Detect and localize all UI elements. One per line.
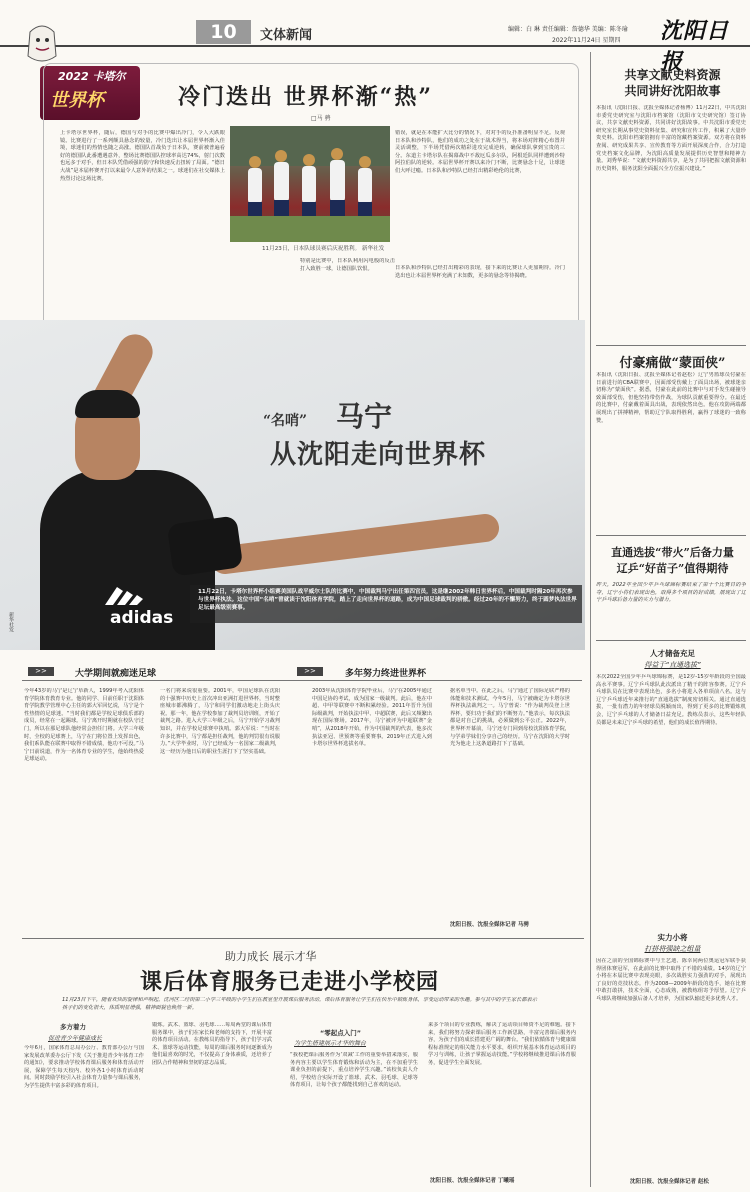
page-number: 10 xyxy=(196,20,251,44)
article3-signature: 沈阳日报、沈报全媒体记者 丁曦瑶 xyxy=(430,1178,515,1184)
right-story4-subhead: 实力小将 xyxy=(657,933,688,942)
right-rule xyxy=(596,535,746,536)
article2-title: 从沈阳走向世界杯 xyxy=(270,440,487,470)
article2-column: 一名门将来说很重要。2001年，中国足球队在沈阳的十强赛中历史上首次冲出亚洲打进世界杯，当时整座城市都沸腾了，马宁和同学们激动地走上街头庆祝。那一年，他在学校参加了裁判员培训班，开始了裁判之路。进入大学三年级之后，马宁开始学习裁判知识，并在学校足球赛中执哨。郭大军说：“当时在许多比赛中，马宁都是担任裁判，他的判罚很有说服力。”大学毕业时，马宁已经成为一名国家二级裁判，这一经历为他日后的职业生涯打下了坚实基础。 xyxy=(160,688,280,755)
badge-top-text: 2022 卡塔尔 xyxy=(58,70,126,83)
referee-hair xyxy=(75,390,140,418)
article3-column: “我校把课后服务作为‘双减’工作的重要举措来落实，服务内容主要以学生体育锻炼和活动为主，在不加重学生课业负担的前提下，重点培养学生兴趣。”该校负责人介绍，学校结合实际开设了篮球、武术、羽毛球、足球等体育项目，让每个孩子都能找到自己喜欢的运动。 xyxy=(290,1052,418,1089)
column-divider xyxy=(590,52,591,1187)
right-story4-subhead-detail: 打拼将强缺之组量 xyxy=(644,945,701,953)
paper-logo: 沈阳日报 xyxy=(660,18,730,75)
article1-photo-caption: 11月23日，日本队球员赛后庆祝胜利。 新华社发 xyxy=(262,246,385,252)
right-story3-subhead-detail: 得益于“直通选拔” xyxy=(644,661,701,669)
article1-title: 冷门迭出 世界杯渐“热” xyxy=(178,84,433,110)
article3-lead: 11月23日下午，随着欢快的旋律和声响起，沈河区二经街第二小学三年级的小学生们在教室里开展课后服务活动。课后体育服务让学生们在快乐中锻炼身体，享受运动带来的乐趣。参与其中的学生家长都表示孩子们的变化很大，体质明显增强，精神面貌也焕然一新。 xyxy=(62,997,537,1011)
article2-kicker: “名哨” xyxy=(263,413,308,429)
article3-subhead-detail: 促进青少年健康成长 xyxy=(48,1035,103,1042)
players-celebrating-image xyxy=(230,126,390,242)
mascot-icon xyxy=(22,22,62,68)
right-story3-lead: 昨天，2022年全国少年乒乓球锦标赛结束了第十个比赛日的争夺，辽宁小将们表现出色，取得多个项目的好成绩，展现出了辽宁乒乓球后备力量的实力与潜力。 xyxy=(596,582,746,604)
article3-rule xyxy=(22,938,584,939)
article1-column: 上卡塔尔世界杯，随后，德国与对手的比赛中爆出冷门，令人大跌眼镜。比赛进行了一系列颇具悬念的较量，冷门迭出让本届世界杯渐入佳境，球迷们的热情也随之高涨。德国队首战负于日本队，赛前被普遍看好的德国队此番遭遇意外，整场比赛德国队控球率高达74%，射门次数也远多于对手，但日本队凭借顽强的防守和快速反击扭转了局面。“德日大战”是本届杯赛开打以来最令人意外的结果之一。球迷们在社交媒体上热烈讨论这场比赛。 xyxy=(60,130,225,182)
right-story3-body: 本次2022全国少年乒乓球锦标赛，是12岁-15岁年龄段的全国最高水平赛事。辽宁乒乓球队此次派出了精干的阵容参赛。辽宁乒乓球队员在比赛中表现出色，多名小将进入各单项前八名。这与辽宁乒乓球近年来推行的“直通选拔”制度密切相关。通过直通选拔，一批有潜力的年轻球员脱颖而出，得到了更多的比赛锻炼机会，辽宁乒乓球的人才储备日益充足。教练员表示，这些年轻队员都是未来辽宁乒乓球的希望，他们的成长值得期待。 xyxy=(596,674,746,726)
article2-photo-caption: 11月22日，卡塔尔世界杯小组赛美国队战平威尔士队的比赛中，中国裁判马宁出任第四官员，这是继2002年韩日世界杯后，中国裁判时隔20年再次参与世界杯执法。这位中国“名哨”曾就读于沈阳体育学院，踏上了走向世界杯的道路，成为中国足球裁判的骄傲。经过20年的不懈努力，终于圆梦执法世界足坛最高级别赛事。 xyxy=(198,589,577,611)
adidas-logo-icon xyxy=(95,585,155,607)
right-story1-body: 本报讯（沈阳日报、沈报全媒体记者杨博）11月22日，中共沈阳市委党史研究室与沈阳市档案馆（沈阳市文史研究馆）签订协议，共享文献史料资源，共同讲好沈阳故事。中共沈阳市委党史研究室长期从事党史资料征集、研究和宣传工作，积累了大量珍贵史料。沈阳市档案馆拥有丰富的馆藏档案资源。双方将在资料查阅、研究成果共享、宣传教育等方面开展深度合作，合力打造党史档案文化品牌，为沈阳高质量发展提供历史智慧和精神力量。刘秀华说：“文献史料资源共享，是为了共同把握文献资源和历史资料，服务沈阳全面振兴全方位振兴建设。” xyxy=(596,105,746,172)
article3-column: 锻炼。武术、篮球、羽毛球……每周两堂的课后体育服务课中，孩子们在家长和老师的支持下，开展丰富的体育项目活动。在教练员的指导下，孩子们学习武术、篮球等运动技能，每周的课后服务时间逐渐成为他们最喜欢的时光，不仅提高了身体素质，还培养了团队合作精神和坚韧的意志品质。 xyxy=(152,1022,272,1066)
article2-signature: 沈阳日报、沈报全媒体记者 马骋 xyxy=(450,922,529,928)
article3-column: 来多个项目的专业教练，解决了运动项目师资不足的难题。接下来，我们将努力探索课后服务工作新思路，丰富完善课后服务内容，为孩子们的成长搭建更广阔的舞台。“我们依循体育与健康课程标准规定的相关能力水平要求，组织开展基本体育运动项目的学习与训练，让孩子掌握运动技能。”学校将继续推进课后体育服务，促进学生全面发展。 xyxy=(428,1022,576,1066)
badge-main-text: 世界杯 xyxy=(50,90,104,111)
right-story-signature: 沈阳日报、沈报全媒体记者 赵松 xyxy=(630,1179,709,1185)
article3-subhead-detail: 为学生搭建展示才华的舞台 xyxy=(294,1040,367,1047)
issue-date: 2022年11月24日 星期四 xyxy=(552,37,621,44)
masthead-rule xyxy=(0,45,750,47)
right-story3-subhead: 人才储备充足 xyxy=(650,649,695,658)
referee-sleeve xyxy=(167,515,244,576)
article3-subhead: “零起点入门” xyxy=(320,1029,362,1037)
article3-column: 今年6月，国家体育总局办公厅、教育部办公厅与国家发展改革委办公厅下发《关于推进青少年体育工作的通知》，要求推动学校体育课后服务和体育活动开展，保障学生每天校内、校外各1小时体育活动时间。同时鼓励学校引入社会体育力量参与课后服务，为学生提供丰富多彩的体育项目。 xyxy=(24,1045,144,1089)
subhead-rule xyxy=(22,680,582,681)
right-rule xyxy=(596,640,746,641)
article2-column: 2003年从沈阳体育学院毕业后，马宁在2005年通过中国足协的考试，成为国家一级裁判。此后，他在中超、中甲等联赛中不断积累经验。2011年晋升为国际级裁判，开始执法中甲、中超联赛，此后又频繁出现在国际赛场。2017年，马宁被评为中超联赛“金哨”，从2018年开始，作为中国裁判的代表，他多次执法亚冠、世预赛等重要赛事。2019年正式进入到卡塔尔世界杯选拔名单。 xyxy=(312,688,432,748)
subhead-marker: >> xyxy=(297,667,323,676)
article3-subhead: 多方着力 xyxy=(60,1023,86,1031)
article2-name: 马宁 xyxy=(336,400,393,433)
article3-kicker: 助力成长 展示才华 xyxy=(225,950,317,963)
right-story4-body: 因在之前的全国锦标赛中与王艺迪、陈幸同两位奥运冠军联手获得团体赛冠军，在此前的比赛中取得了不错的成绩。14岁的辽宁小将在本届比赛中表现亮眼，多次战胜实力强劲的对手，展现出了良好的竞技状态。作为2008—2009年龄段的选手，她在比赛中敢打敢拼，技术全面，心态成熟，被教练组寄予厚望。辽宁乒乓球队将继续加强后备人才培养，为国家队输送更多优秀人才。 xyxy=(596,958,746,1002)
article1-column: 特别是比赛中，日本队利用闪电般的反击打入致胜一球，让德国队饮恨。 xyxy=(300,258,395,272)
right-story3-subtitle: 辽乒“好苗子”值得期待 xyxy=(616,562,729,575)
right-story2-title: 付豪痛做“蒙面侠” xyxy=(619,356,726,371)
right-story1-title: 共享文献史料资源 xyxy=(624,68,721,82)
right-story1-subtitle: 共同讲好沈阳故事 xyxy=(624,84,721,98)
article1-author: □马 骋 xyxy=(311,115,331,122)
article1-column: 错误，就是在本能扩大比分的情况下，对对手的反扑准备明显不足。反观日本队和沙特队，他们的成功之处在于战术得当，将本场对阵精心布置并灵活调整，下半场凭借两次精彩进攻完成逆转，确保球队拿到宝贵的三分。东道主卡塔尔队在揭幕战中不敌厄瓜多尔队，阿根廷队同样遭到沙特阿拉伯队的逆转。本届世界杯开赛以来冷门不断，比赛悬念十足，让球迷们大呼过瘾。日本队和沙特队已经打出精彩绝伦的比赛， xyxy=(395,130,565,174)
article2-column: 据名单当中。在此之后，马宁通过了国际足联严格的体能和技术测试。今年5月，马宁被确定为卡塔尔世界杯执法裁判之一。马宁曾说：“作为裁判员登上世界杯，要归功于我们的不断努力。”他表示，每次执法都是对自己的挑战，必须做到公平公正。2022年，世界杯开幕前，马宁还专门回到母校沈阳体育学院，与学弟学妹们分享自己的经历。马宁在沈阳的大学时光为他走上这条道路打下了基础。 xyxy=(450,688,570,748)
editor-credits: 编辑：白 琳 责任编辑：詹德华 美编：陈冬瑜 xyxy=(508,26,628,33)
article1-photo xyxy=(230,126,390,242)
adidas-wordmark: adidas xyxy=(110,608,174,628)
article2-column: 今年43岁的马宁是辽宁阜新人，1999年考入沈阳体育学院体育教育专业。他的同学、目前任职于沈阳体育学院教学管理中心主任的郭大军回忆说，马宁是个性热情的足球迷。“当时我们都是学校足球俱乐部的成员，经常在一起踢球。马宁离开时期就在校队守过门，所以在那足球队他经常会担任门将。大学三年级时，全校的足球赛上，马宁在门将位置上发挥出色，我们系队能在联赛中取得不错成绩，他功不可没。”马宁日前说道，作为一名体育专业的学生，他始终热爱足球运动。 xyxy=(24,688,144,763)
article3-title: 课后体育服务已走进小学校园 xyxy=(140,969,440,995)
subhead-1: 大学期间就痴迷足球 xyxy=(75,669,157,679)
right-rule xyxy=(596,345,746,346)
section-name: 文体新闻 xyxy=(260,28,313,43)
photo-credit: 新华社发 xyxy=(8,612,14,632)
right-story2-body: 本报讯（沈阳日报、沈报全媒体记者赵松）辽宁男篮球员付豪在日前进行的CBA联赛中，因面部受伤戴上了面具出场，被球迷亲切称为“蒙面侠”。据悉，付豪在此前的比赛中与对手发生碰撞导致面部受伤，但他坚持带伤作战，为球队贡献重要得分。在最近的比赛中，付豪戴着面具出战，表现依然出色。他在攻防两端都展现出了拼搏精神，帮助辽宁队取得胜利，赢得了球迷的一致称赞。 xyxy=(596,372,746,424)
subhead-marker: >> xyxy=(28,667,54,676)
article1-column: 日本队和沙特队已经打出精彩的表现，接下来的比赛让人更加期待。冷门迭出也让本届世界杯充满了未知数，更多的悬念等待揭晓。 xyxy=(395,265,565,279)
subhead-2: 多年努力终进世界杯 xyxy=(345,669,427,679)
right-story3-title: 直通选拔“带火”后备力量 xyxy=(611,546,734,559)
